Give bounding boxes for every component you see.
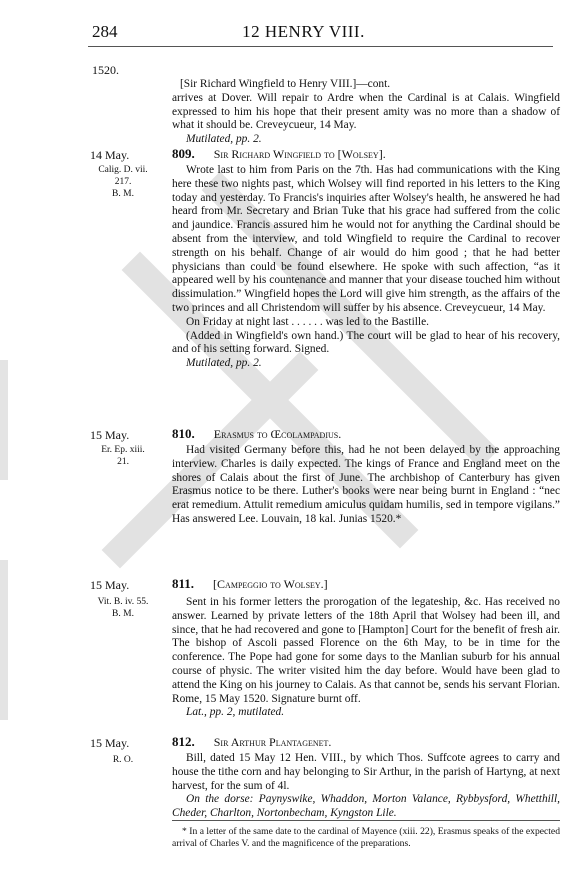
ref-line: R. O. <box>112 755 134 765</box>
entry-title: Erasmus to Œcolampadius. <box>213 427 342 441</box>
entry-paragraph: Had visited Germany before this, had he not been delayed by the approaching interview. Charles is daily expected. The kings of France and England meet on the shores of Calais about the first of June. The archbishop of Canterbury has given Erasmus notice to be there. Luther's books were near being burnt in England : “nec erat remedium. Attulit remedium amiculus quidam humilis, sed in tempore vigilans.” Has answered Lee. Louvain, 18 kal. Junias 1520.* <box>172 444 560 525</box>
continuation-block <box>172 78 560 147</box>
entry-number: 812. <box>172 734 195 749</box>
entry-body <box>172 752 560 821</box>
year-margin: 1520. <box>92 63 119 77</box>
entry-number: 810. <box>172 426 195 441</box>
header-rule <box>88 46 553 47</box>
footnote <box>172 826 560 850</box>
continuation-note: Mutilated, pp. 2. <box>186 133 262 146</box>
page-number: 284 <box>92 22 118 41</box>
entry-number: 811. <box>172 576 195 591</box>
entry-paragraph: Bill, dated 15 May 12 Hen. VIII., by which Thos. Suffcote agrees to carry and house the tithe corn and hay belonging to Sir Arthur, in the parish of Hartyng, at next harvest, for the sum of 4l. <box>172 752 560 792</box>
entry-note: Lat., pp. 2, mutilated. <box>186 706 285 719</box>
entry-number: 809. <box>172 146 195 161</box>
entry-note: Mutilated, pp. 2. <box>186 357 262 370</box>
entry-source-ref <box>88 164 158 200</box>
footnote-text: * In a letter of the same date to the cardinal of Mayence (xiii. 22), Erasmus speaks of the expected arrival of Charles V. and the magnificence of the preparations. <box>172 826 560 849</box>
scan-edge-mark <box>0 560 8 720</box>
entry-paragraph: Wrote last to him from Paris on the 7th. Has had communications with the King here these two nights past, which Wolsey will find reported in his letters to the King today and yesterday. To Francis's inquiries after Wolsey's health, he answered he had heard from Mr. Secretary and Brian Tuke that his grace had suffered from the colic and jaundice. Francis assured him he would not for anything the Cardinal should be absent from the interview, and told Wingfield to require the Cardinal to recover strength on his behalf. Change of air would do him good ; that he had better physicians than could be found elsewhere. He spoke with such affection, “as it appeared well by his countenance and manner that your disease touched him without dissimulation.” Wingfield hopes the Lord will give him strength, as the affairs of the two princes and all Christendom will suffer by his absence. Creveycueur, 14 May. <box>172 164 560 314</box>
entry-heading <box>172 426 560 442</box>
entry-date: 15 May. <box>90 736 130 750</box>
entry-heading <box>172 734 560 750</box>
ref-line: Vit. B. iv. 55. <box>97 597 149 607</box>
entry-paragraph: (Added in Wingfield's own hand.) The court will be glad to hear of his recovery, and of his setting forward. Signed. <box>172 329 560 356</box>
running-title: 12 HENRY VIII. <box>242 22 365 41</box>
continuation-heading: [Sir Richard Wingfield to Henry VIII.]—cont. <box>180 78 391 90</box>
footnote-rule <box>172 820 560 821</box>
entry-source-ref <box>88 754 158 766</box>
entry-source-ref <box>88 596 158 620</box>
entry-body <box>172 444 560 527</box>
ref-line: B. M. <box>112 609 134 619</box>
scan-edge-mark <box>0 360 8 480</box>
entry-source-ref <box>88 444 158 468</box>
entry-title: Sir Richard Wingfield to [Wolsey]. <box>213 147 386 161</box>
entry-date: 14 May. <box>90 148 130 162</box>
entry-paragraph: On Friday at night last . . . . . . was led to the Bastille. <box>186 315 429 328</box>
ref-line: Calig. D. vii. <box>98 165 148 175</box>
ref-line: 217. <box>114 177 132 187</box>
entry-date: 15 May. <box>90 428 130 442</box>
entry-title: Sir Arthur Plantagenet. <box>213 735 332 749</box>
entry-paragraph: Sent in his former letters the prorogation of the legateship, &c. Has received no answer. Learned by private letters of the 18th April that Wolsey had been ill, and since, that he had recovered and gone to [Hampton] Court for the benefit of fresh air. The bishop of Ascoli passed Florence on the 6th May, to be in time for the conference. The Pope had gone for some days to the Manlian suburb for his annual course of physic. The writer visited him the day before. Would have been glad to attend the King on his journey to Calais. As that cannot be, sends his servant Florian. Rome, 15 May 1520. Signature burnt off. <box>172 596 560 705</box>
entry-body <box>172 164 560 371</box>
continuation-body: arrives at Dover. Will repair to Ardre when the Cardinal is at Calais. Wingfield expressed to him his hope that their present amity was no more than a shadow of what it should be. Creveycueur, 14 May. <box>172 91 560 132</box>
entry-heading <box>172 576 560 592</box>
ref-line: Er. Ep. xiii. <box>101 445 145 455</box>
entry-date: 15 May. <box>90 578 130 592</box>
ref-line: B. M. <box>112 189 134 199</box>
ref-line: 21. <box>117 457 129 467</box>
entry-heading <box>172 146 560 162</box>
entry-title: [Campeggio to Wolsey.] <box>213 577 328 591</box>
entry-paragraph: On the dorse: Paynyswike, Whaddon, Morton Valance, Rybbysford, Whetthill, Cheder, Charlton, Nortonbecham, Kyngston Lile. <box>172 793 560 820</box>
entry-body <box>172 596 560 720</box>
